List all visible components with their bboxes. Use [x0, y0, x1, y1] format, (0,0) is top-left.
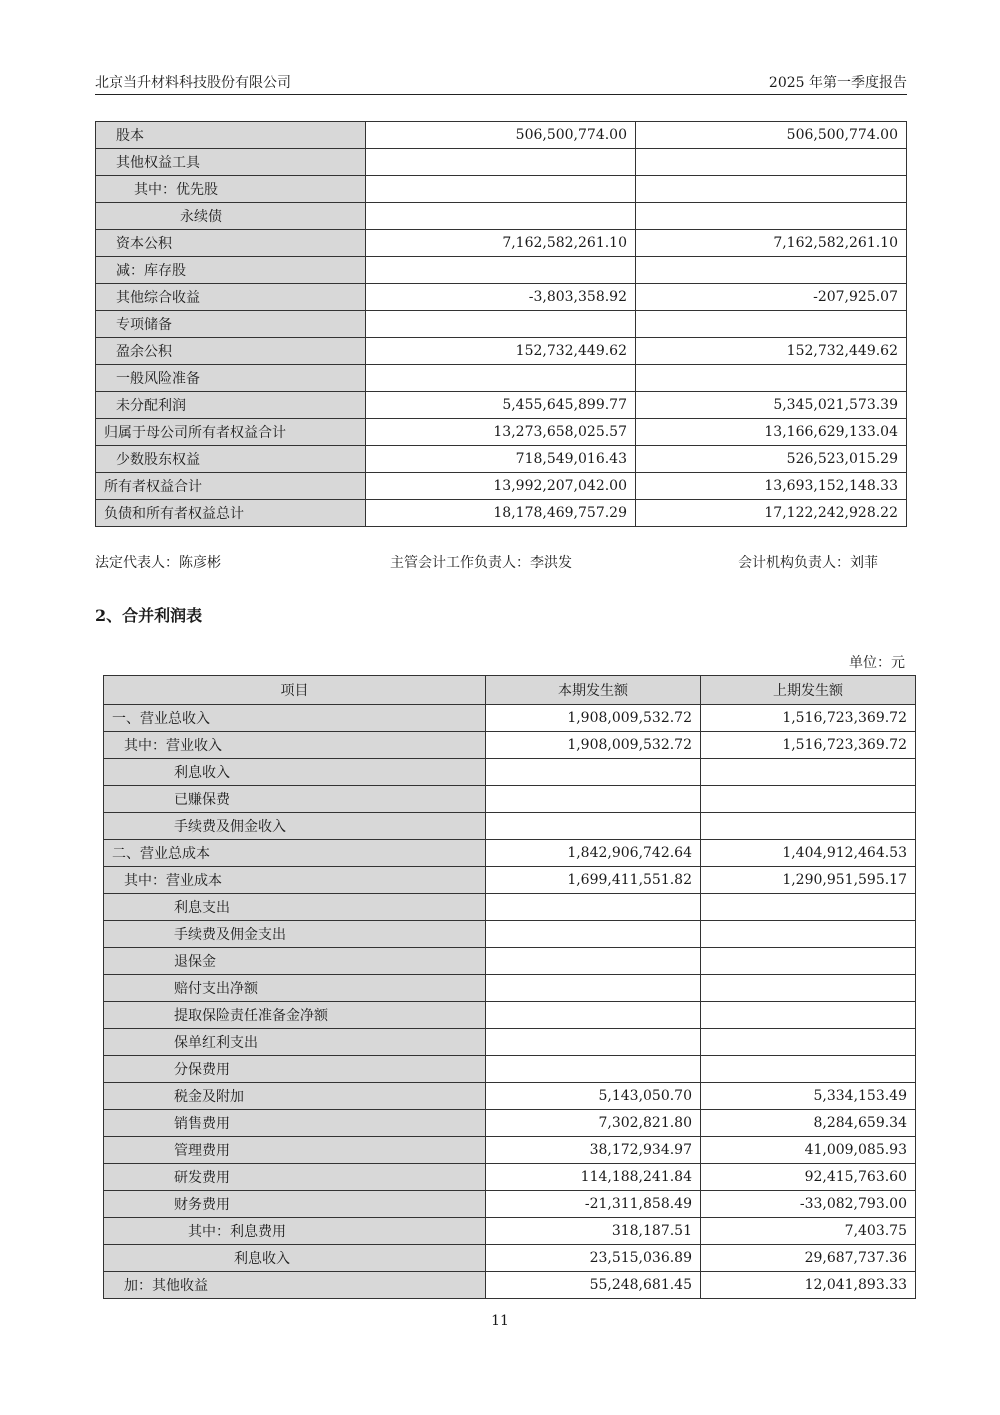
row-label: 二、营业总成本 [104, 840, 486, 867]
prior-value [701, 759, 916, 786]
row-label: 利息收入 [104, 1245, 486, 1272]
current-value [366, 311, 636, 338]
prior-value [636, 311, 907, 338]
current-value: 55,248,681.45 [486, 1272, 701, 1299]
prior-value [701, 786, 916, 813]
prior-value: 13,166,629,133.04 [636, 419, 907, 446]
table-row [104, 840, 916, 867]
table-row [104, 705, 916, 732]
row-label: 利息支出 [104, 894, 486, 921]
current-value: 38,172,934.97 [486, 1137, 701, 1164]
row-label: 其他综合收益 [96, 284, 366, 311]
table-row [104, 1029, 916, 1056]
row-label: 其中：营业成本 [104, 867, 486, 894]
row-label: 退保金 [104, 948, 486, 975]
prior-value: 12,041,893.33 [701, 1272, 916, 1299]
prior-value [636, 257, 907, 284]
income-statement-table [103, 675, 916, 1299]
table-row [104, 975, 916, 1002]
prior-value: -207,925.07 [636, 284, 907, 311]
column-header-item: 项目 [104, 676, 486, 705]
table-row [104, 1056, 916, 1083]
current-value: 152,732,449.62 [366, 338, 636, 365]
row-label: 减：库存股 [96, 257, 366, 284]
current-value: 13,273,658,025.57 [366, 419, 636, 446]
prior-value: 152,732,449.62 [636, 338, 907, 365]
current-value: 718,549,016.43 [366, 446, 636, 473]
row-label: 所有者权益合计 [96, 473, 366, 500]
prior-value: 5,345,021,573.39 [636, 392, 907, 419]
current-value [486, 1056, 701, 1083]
table-row [104, 1110, 916, 1137]
current-value [486, 948, 701, 975]
current-value [486, 1029, 701, 1056]
equity-table [95, 121, 907, 527]
current-value: 13,992,207,042.00 [366, 473, 636, 500]
current-value [366, 257, 636, 284]
prior-value: 526,523,015.29 [636, 446, 907, 473]
current-value: 5,143,050.70 [486, 1083, 701, 1110]
table-row [96, 338, 907, 365]
row-label: 分保费用 [104, 1056, 486, 1083]
current-value: 1,908,009,532.72 [486, 732, 701, 759]
table-row [96, 311, 907, 338]
row-label: 销售费用 [104, 1110, 486, 1137]
row-label: 一、营业总收入 [104, 705, 486, 732]
row-label: 资本公积 [96, 230, 366, 257]
current-value: 1,908,009,532.72 [486, 705, 701, 732]
row-label: 提取保险责任准备金净额 [104, 1002, 486, 1029]
current-value [486, 813, 701, 840]
current-value [486, 975, 701, 1002]
row-label: 其他权益工具 [96, 149, 366, 176]
page-number: 11 [491, 1313, 509, 1329]
prior-value: 7,403.75 [701, 1218, 916, 1245]
accounting-org-head: 会计机构负责人：刘菲 [738, 555, 878, 571]
row-label: 保单红利支出 [104, 1029, 486, 1056]
current-value [486, 759, 701, 786]
report-title: 2025 年第一季度报告 [768, 75, 907, 91]
row-label: 手续费及佣金收入 [104, 813, 486, 840]
row-label: 赔付支出净额 [104, 975, 486, 1002]
prior-value [636, 365, 907, 392]
row-label: 专项储备 [96, 311, 366, 338]
prior-value [701, 975, 916, 1002]
row-label: 未分配利润 [96, 392, 366, 419]
current-value: 318,187.51 [486, 1218, 701, 1245]
table-row [104, 948, 916, 975]
row-label: 其中：利息费用 [104, 1218, 486, 1245]
prior-value [701, 813, 916, 840]
prior-value: 92,415,763.60 [701, 1164, 916, 1191]
row-label: 负债和所有者权益总计 [96, 500, 366, 527]
prior-value: 1,516,723,369.72 [701, 705, 916, 732]
prior-value: 1,516,723,369.72 [701, 732, 916, 759]
table-row [96, 500, 907, 527]
table-row [96, 149, 907, 176]
prior-value: 17,122,242,928.22 [636, 500, 907, 527]
prior-value [701, 1002, 916, 1029]
current-value: 5,455,645,899.77 [366, 392, 636, 419]
table-row [96, 176, 907, 203]
row-label: 手续费及佣金支出 [104, 921, 486, 948]
row-label: 研发费用 [104, 1164, 486, 1191]
column-header-prior: 上期发生额 [701, 676, 916, 705]
prior-value: 1,404,912,464.53 [701, 840, 916, 867]
row-label: 财务费用 [104, 1191, 486, 1218]
prior-value [701, 1056, 916, 1083]
prior-value [701, 894, 916, 921]
table-row [96, 419, 907, 446]
accounting-head: 主管会计工作负责人：李洪发 [390, 555, 572, 571]
prior-value: 7,162,582,261.10 [636, 230, 907, 257]
prior-value: 5,334,153.49 [701, 1083, 916, 1110]
prior-value: 13,693,152,148.33 [636, 473, 907, 500]
table-row [104, 813, 916, 840]
current-value [486, 894, 701, 921]
prior-value [701, 948, 916, 975]
prior-value: 41,009,085.93 [701, 1137, 916, 1164]
table-row [96, 392, 907, 419]
current-value: 18,178,469,757.29 [366, 500, 636, 527]
current-value [486, 921, 701, 948]
current-value [366, 149, 636, 176]
table-row [104, 894, 916, 921]
row-label: 其中：优先股 [96, 176, 366, 203]
page-header [95, 72, 907, 95]
prior-value: 29,687,737.36 [701, 1245, 916, 1272]
legal-representative: 法定代表人：陈彦彬 [95, 555, 221, 571]
table-row [104, 759, 916, 786]
row-label: 利息收入 [104, 759, 486, 786]
company-name: 北京当升材料科技股份有限公司 [95, 75, 291, 91]
prior-value [701, 1029, 916, 1056]
table-row [96, 365, 907, 392]
table-row [104, 786, 916, 813]
row-label: 已赚保费 [104, 786, 486, 813]
table-row [104, 1191, 916, 1218]
table-row [104, 921, 916, 948]
prior-value: 1,290,951,595.17 [701, 867, 916, 894]
unit-label: 单位：元 [849, 655, 905, 671]
current-value [366, 203, 636, 230]
current-value: 1,842,906,742.64 [486, 840, 701, 867]
row-label: 管理费用 [104, 1137, 486, 1164]
current-value [366, 365, 636, 392]
row-label: 永续债 [96, 203, 366, 230]
table-row [96, 284, 907, 311]
current-value: -3,803,358.92 [366, 284, 636, 311]
prior-value: 8,284,659.34 [701, 1110, 916, 1137]
table-row [104, 1137, 916, 1164]
table-row [96, 203, 907, 230]
table-row [104, 1218, 916, 1245]
table-row [104, 732, 916, 759]
row-label: 其中：营业收入 [104, 732, 486, 759]
current-value: 23,515,036.89 [486, 1245, 701, 1272]
table-row [96, 230, 907, 257]
row-label: 一般风险准备 [96, 365, 366, 392]
row-label: 少数股东权益 [96, 446, 366, 473]
current-value: 7,302,821.80 [486, 1110, 701, 1137]
table-row [96, 257, 907, 284]
table-row [96, 122, 907, 149]
current-value [486, 1002, 701, 1029]
prior-value [636, 203, 907, 230]
table-row [104, 1164, 916, 1191]
prior-value: -33,082,793.00 [701, 1191, 916, 1218]
table-row [104, 1002, 916, 1029]
current-value [366, 176, 636, 203]
row-label: 股本 [96, 122, 366, 149]
prior-value [636, 176, 907, 203]
prior-value: 506,500,774.00 [636, 122, 907, 149]
table-row [104, 867, 916, 894]
section-title: 2、合并利润表 [95, 606, 203, 625]
table-row [104, 1272, 916, 1299]
table-row [104, 1083, 916, 1110]
column-header-current: 本期发生额 [486, 676, 701, 705]
row-label: 加：其他收益 [104, 1272, 486, 1299]
row-label: 归属于母公司所有者权益合计 [96, 419, 366, 446]
prior-value [636, 149, 907, 176]
current-value: 7,162,582,261.10 [366, 230, 636, 257]
prior-value [701, 921, 916, 948]
table-row [96, 473, 907, 500]
current-value: -21,311,858.49 [486, 1191, 701, 1218]
row-label: 盈余公积 [96, 338, 366, 365]
current-value: 506,500,774.00 [366, 122, 636, 149]
current-value: 114,188,241.84 [486, 1164, 701, 1191]
row-label: 税金及附加 [104, 1083, 486, 1110]
table-row [96, 446, 907, 473]
current-value: 1,699,411,551.82 [486, 867, 701, 894]
current-value [486, 786, 701, 813]
table-row [104, 1245, 916, 1272]
